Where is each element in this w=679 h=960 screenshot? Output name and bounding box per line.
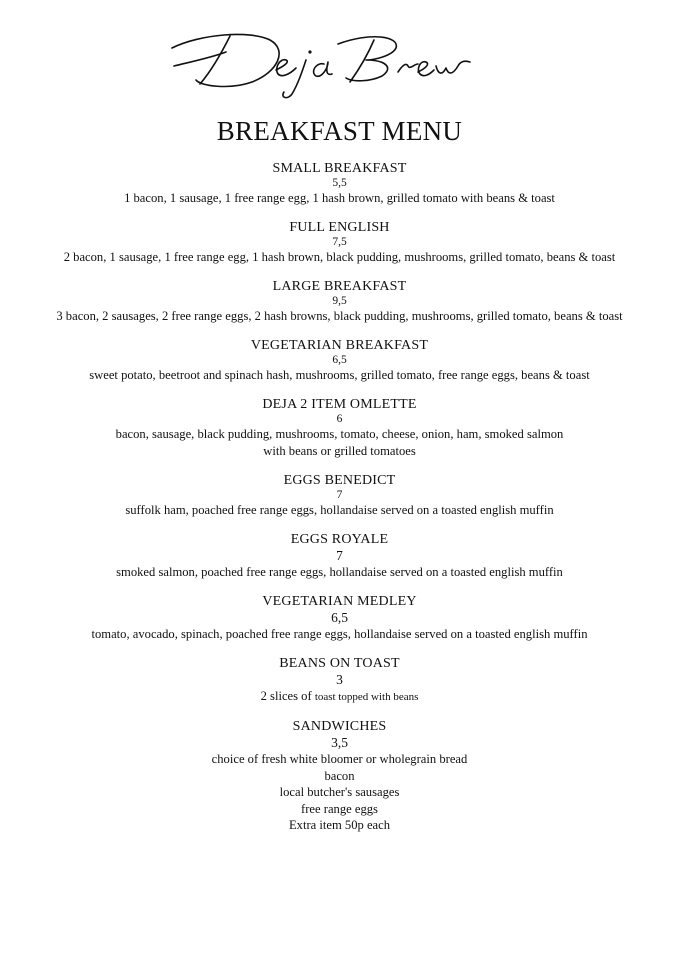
item-price: 3,5 xyxy=(331,735,348,750)
sandwich-line: free range eggs xyxy=(301,801,378,816)
item-description: bacon, sausage, black pudding, mushrooms, tomato, cheese, onion, ham, smoked salmon xyxy=(115,427,564,441)
item-name: FULL ENGLISH xyxy=(289,220,390,235)
item-price: 9,5 xyxy=(332,295,347,307)
item-description: tomato, avocado, spinach, poached free range eggs, hollandaise served on a toasted english muffin xyxy=(91,627,588,641)
menu-item-eggs-benedict xyxy=(40,472,639,519)
item-description: suffolk ham, poached free range eggs, hollandaise served on a toasted english muffin xyxy=(125,503,554,517)
deja-brew-logo xyxy=(160,22,480,102)
item-price: 7 xyxy=(336,489,343,501)
item-description-part: 2 slices of xyxy=(260,689,312,703)
item-name: BEANS ON TOAST xyxy=(279,656,400,671)
menu-item-full-english xyxy=(40,219,639,266)
menu-title: BREAKFAST MENU xyxy=(216,116,463,146)
item-price: 7,5 xyxy=(332,236,347,248)
item-price: 7 xyxy=(336,548,343,563)
item-description: 1 bacon, 1 sausage, 1 free range egg, 1 hash brown, grilled tomato with beans & toast xyxy=(124,191,555,205)
sandwich-options xyxy=(40,751,639,834)
item-price: 6,5 xyxy=(332,354,347,366)
menu-item-omlette xyxy=(40,396,639,460)
item-description: sweet potato, beetroot and spinach hash, mushrooms, grilled tomato, free range eggs, beans & toast xyxy=(89,368,590,382)
sandwich-line: bacon xyxy=(324,768,355,783)
sandwich-line: Extra item 50p each xyxy=(288,818,391,832)
menu-item-small-breakfast xyxy=(40,160,639,207)
item-description: 2 bacon, 1 sausage, 1 free range egg, 1 hash brown, black pudding, mushrooms, grilled tomato, beans & toast xyxy=(63,250,616,264)
item-description: with beans or grilled tomatoes xyxy=(263,444,416,458)
item-description: smoked salmon, poached free range eggs, hollandaise served on a toasted english muffin xyxy=(116,565,563,579)
item-name: EGGS BENEDICT xyxy=(283,473,396,488)
item-description: 3 bacon, 2 sausages, 2 free range eggs, 2 hash browns, black pudding, mushrooms, grilled tomato, beans & toast xyxy=(56,309,623,323)
menu-item-vegetarian-breakfast xyxy=(40,337,639,384)
menu-list xyxy=(40,160,639,846)
sandwich-line: choice of fresh white bloomer or wholegrain bread xyxy=(211,752,468,766)
menu-item-eggs-royale xyxy=(40,531,639,581)
item-name: LARGE BREAKFAST xyxy=(272,279,407,294)
item-price: 5,5 xyxy=(332,177,347,189)
item-description xyxy=(40,688,639,706)
item-name: DEJA 2 ITEM OMLETTE xyxy=(262,397,417,412)
item-name: EGGS ROYALE xyxy=(290,532,389,547)
item-name: SMALL BREAKFAST xyxy=(272,161,407,176)
item-name: SANDWICHES xyxy=(292,719,387,734)
sandwich-line: local butcher's sausages xyxy=(279,785,400,799)
menu-item-beans-on-toast xyxy=(40,655,639,706)
item-description-part: toast topped with beans xyxy=(314,691,419,703)
item-price: 3 xyxy=(336,672,343,687)
item-price: 6,5 xyxy=(331,610,348,625)
menu-item-large-breakfast xyxy=(40,278,639,325)
item-name: VEGETARIAN MEDLEY xyxy=(262,594,417,609)
item-price: 6 xyxy=(336,413,343,425)
item-name: VEGETARIAN BREAKFAST xyxy=(250,338,429,353)
menu-item-vegetarian-medley xyxy=(40,593,639,643)
menu-item-sandwiches xyxy=(40,718,639,834)
